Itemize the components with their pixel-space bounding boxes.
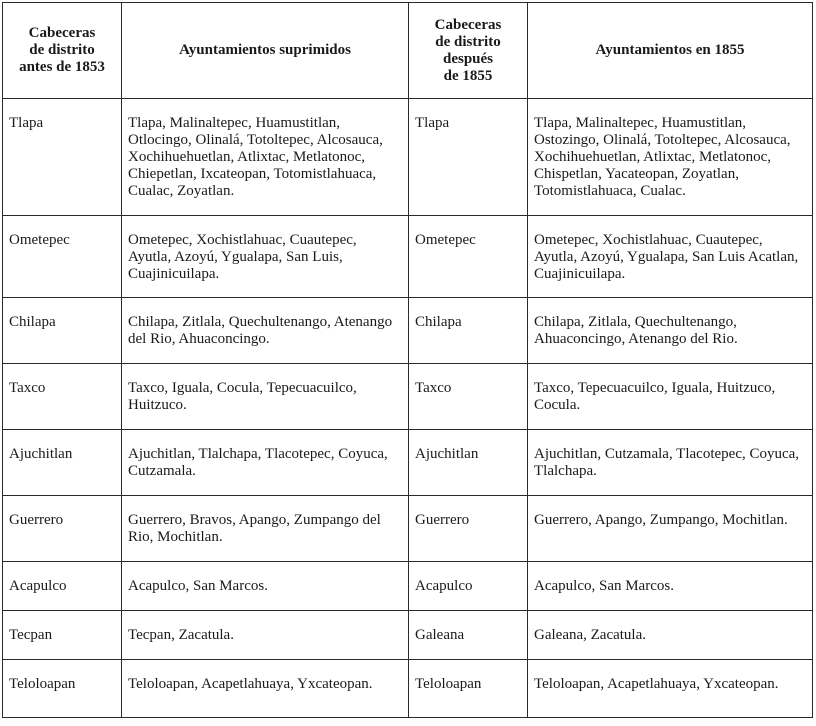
cell-en-1855: Ajuchitlan, Cutzamala, Tlacotepec, Coyuca, Tlalchapa. — [528, 430, 813, 496]
cell-en-1855: Teloloapan, Acapetlahuaya, Yxcateopan. — [528, 660, 813, 718]
table-row — [3, 496, 813, 562]
cell-cabecera-antes: Ajuchitlan — [3, 430, 122, 496]
cell-cabecera-antes: Ometepec — [3, 216, 122, 298]
table-row — [3, 611, 813, 660]
cell-en-1855: Taxco, Tepecuacuilco, Iguala, Huitzuco, Cocula. — [528, 364, 813, 430]
cell-cabecera-despues: Acapulco — [409, 562, 528, 611]
cell-cabecera-despues: Chilapa — [409, 298, 528, 364]
cell-suprimidos: Acapulco, San Marcos. — [122, 562, 409, 611]
header-cabeceras-antes-line-3: antes de 1853 — [19, 59, 105, 75]
header-row — [3, 3, 813, 99]
header-cabeceras-despues-line-3: después — [442, 50, 494, 67]
cell-cabecera-antes: Tecpan — [3, 611, 122, 660]
cell-cabecera-despues: Galeana — [409, 611, 528, 660]
table-row — [3, 216, 813, 298]
table-row — [3, 430, 813, 496]
header-cabeceras-antes-line-2: de distrito — [29, 42, 95, 58]
cell-suprimidos: Guerrero, Bravos, Apango, Zumpango del Rio, Mochitlan. — [122, 496, 409, 562]
header-cabeceras-despues-line-1: Cabeceras — [434, 16, 502, 33]
cell-cabecera-despues: Ometepec — [409, 216, 528, 298]
cell-en-1855: Guerrero, Apango, Zumpango, Mochitlan. — [528, 496, 813, 562]
table-row — [3, 99, 813, 216]
cell-cabecera-antes: Tlapa — [3, 99, 122, 216]
header-cabeceras-antes-line-1: Cabeceras — [28, 25, 96, 41]
cell-suprimidos: Chilapa, Zitlala, Quechultenango, Atenango del Rio, Ahuaconcingo. — [122, 298, 409, 364]
header-cabeceras-despues-line-2: de distrito — [435, 33, 501, 50]
cell-cabecera-antes: Guerrero — [3, 496, 122, 562]
cell-cabecera-despues: Tlapa — [409, 99, 528, 216]
header-ayuntamientos-suprimidos: Ayuntamientos suprimidos — [122, 3, 409, 99]
header-cabeceras-despues — [409, 3, 528, 99]
cell-cabecera-antes: Acapulco — [3, 562, 122, 611]
table-row — [3, 298, 813, 364]
cell-suprimidos: Ajuchitlan, Tlalchapa, Tlacotepec, Coyuca, Cutzamala. — [122, 430, 409, 496]
cell-en-1855: Acapulco, San Marcos. — [528, 562, 813, 611]
cell-cabecera-antes: Taxco — [3, 364, 122, 430]
cell-en-1855: Chilapa, Zitlala, Quechultenango, Ahuaconcingo, Atenango del Rio. — [528, 298, 813, 364]
cell-suprimidos: Teloloapan, Acapetlahuaya, Yxcateopan. — [122, 660, 409, 718]
cell-suprimidos: Tlapa, Malinaltepec, Huamustitlan, Otlocingo, Olinalá, Totoltepec, Alcosauca, Xochihuehuetlan, Atlixtac, Metlatonoc, Chiepetlan, Ixcateopan, Totomistlahuaca, Cualac, Zoyatlan. — [122, 99, 409, 216]
table-row — [3, 562, 813, 611]
cell-suprimidos: Taxco, Iguala, Cocula, Tepecuacuilco, Huitzuco. — [122, 364, 409, 430]
cell-cabecera-antes: Chilapa — [3, 298, 122, 364]
header-cabeceras-antes — [3, 3, 122, 99]
table-row — [3, 660, 813, 718]
cell-en-1855: Tlapa, Malinaltepec, Huamustitlan, Ostozingo, Olinalá, Totoltepec, Alcosauca, Xochihuehuetlan, Atlixtac, Metlatonoc, Chispetlan, Yacateopan, Zoyatlan, Totomistlahuaca, Cualac. — [528, 99, 813, 216]
cell-en-1855: Ometepec, Xochistlahuac, Cuautepec, Ayutla, Azoyú, Ygualapa, San Luis Acatlan, Cuajinicuilapa. — [528, 216, 813, 298]
cell-suprimidos: Tecpan, Zacatula. — [122, 611, 409, 660]
cell-suprimidos: Ometepec, Xochistlahuac, Cuautepec, Ayutla, Azoyú, Ygualapa, San Luis, Cuajinicuilapa. — [122, 216, 409, 298]
cell-cabecera-despues: Taxco — [409, 364, 528, 430]
header-ayuntamientos-1855: Ayuntamientos en 1855 — [528, 3, 813, 99]
cell-cabecera-despues: Ajuchitlan — [409, 430, 528, 496]
cell-cabecera-despues: Teloloapan — [409, 660, 528, 718]
header-cabeceras-despues-line-4: de 1855 — [443, 67, 493, 84]
cell-cabecera-despues: Guerrero — [409, 496, 528, 562]
districts-table — [2, 2, 813, 718]
cell-cabecera-antes: Teloloapan — [3, 660, 122, 718]
cell-en-1855: Galeana, Zacatula. — [528, 611, 813, 660]
table-row — [3, 364, 813, 430]
